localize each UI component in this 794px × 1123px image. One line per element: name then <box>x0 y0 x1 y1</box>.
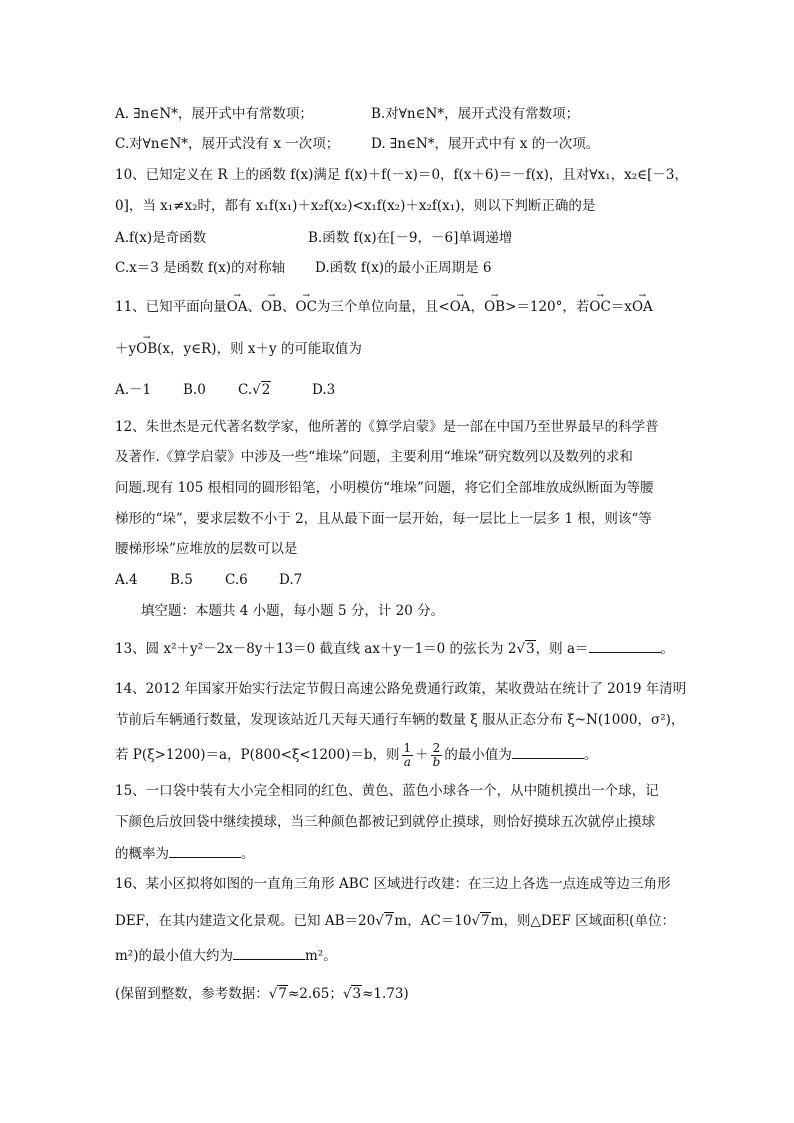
vector-ob: → OB <box>261 297 282 317</box>
q10-line-2: 0]，当 x₁≠x₂时，都有 x₁f(x₁)＋x₂f(x₂)<x₁f(x₂)＋x₂f(x₁)，则以下判断正确的是 <box>115 198 596 214</box>
q12-option-d: D.7 <box>279 572 303 588</box>
fraction: $\frac{2}{b}$ <box>432 741 441 769</box>
vector-oa: → OA <box>450 297 471 317</box>
q11-option-d: D.3 <box>312 382 336 398</box>
q12-line-4: 梯形的“垛”，要求层数不小于 2，且从最下面一层开始，每一层比上一层多 1 根，则该“等 <box>115 511 652 527</box>
sqrt-symbol: √3 <box>516 641 535 657</box>
q9-option-d: D. ∃n∈N*，展开式中有 x 的一次项。 <box>371 136 600 152</box>
q12-option-b: B.5 <box>170 572 193 588</box>
sqrt-symbol: √2 <box>252 382 271 398</box>
q12-option-c: C.6 <box>225 572 248 588</box>
q16-note: (保留到整数，参考数据：√7≈2.65；√3≈1.73) <box>115 986 409 1002</box>
q12-line-1: 12、朱世杰是元代著名数学家，他所著的《算学启蒙》是一部在中国乃至世界最早的科学普 <box>115 419 659 435</box>
vector-oc: → OC <box>296 297 317 317</box>
sqrt-symbol: √7 <box>375 913 394 929</box>
q12-line-5: 腰梯形垛”应堆放的层数可以是 <box>115 541 298 557</box>
sqrt-symbol: √7 <box>268 986 287 1002</box>
vector-oa: → OA <box>227 297 248 317</box>
q11-line-1: 11、已知平面向量→ OA、→ OB、→ OC为三个单位向量，且<→ OA，→ OB>＝120°，若→ OC＝x→ OA <box>115 297 653 317</box>
vector-ob: → OB <box>484 297 505 317</box>
q11-option-c: C.√2 <box>238 382 271 398</box>
q16-line-2: DEF，在其内建造文化景观。已知 AB＝20√7m，AC＝10√7m，则△DEF 区域面积(单位： <box>115 913 675 929</box>
q10-line-1: 10、已知定义在 R 上的函数 f(x)满足 f(x)＋f(－x)＝0，f(x＋6)＝－f(x)，且对∀x₁，x₂∈[－3， <box>115 167 688 183</box>
sqrt-symbol: √3 <box>342 986 362 1002</box>
q15-line-2: 下颜色后放回袋中继续摸球，当三种颜色都被记到就停止摸球，则恰好摸球五次就停止摸球 <box>115 814 655 830</box>
q15-line-1: 15、一口袋中装有大小完全相同的红色、黄色、蓝色小球各一个，从中随机摸出一个球，记 <box>115 783 659 799</box>
q12-line-2: 及著作.《算学启蒙》中涉及一些“堆垛”问题，主要利用“堆垛”研究数列以及数列的求和 <box>115 449 633 465</box>
fraction: $\frac{1}{a}$ <box>403 741 412 769</box>
q9-option-c: C.对∀n∈N*，展开式没有 x 一次项； <box>115 136 340 152</box>
q16-line-3: m²)的最小值大约为 m²。 <box>115 945 337 966</box>
q12-option-a: A.4 <box>115 572 138 588</box>
q10-option-d: D.函数 f(x)的最小正周期是 6 <box>315 260 492 276</box>
q14-line-1: 14、2012 年国家开始实行法定节假日高速公路免费通行政策，某收费站在统计了 2019 年清明 <box>115 681 687 697</box>
q13-line: 13、圆 x²＋y²－2x－8y＋13＝0 截直线 ax＋y－1＝0 的弦长为 2√3，则 a＝ 。 <box>115 638 674 659</box>
answer-blank[interactable] <box>589 638 661 653</box>
q12-line-3: 问题.现有 105 根相同的圆形铅笔，小明模仿“堆垛”问题，将它们全部堆放成纵断面为等腰 <box>115 480 654 496</box>
vector-oc: → OC <box>589 297 610 317</box>
q11-option-a: A.－1 <box>115 382 152 398</box>
q11-line-2: ＋y→ OB(x，y∈R)，则 x＋y 的可能取值为 <box>115 339 362 359</box>
q10-option-c: C.x＝3 是函数 f(x)的对称轴 <box>115 260 286 276</box>
q9-option-b: B.对∀n∈N*，展开式没有常数项； <box>371 106 580 122</box>
q10-option-b: B.函数 f(x)在[－9，－6]单调递增 <box>308 230 513 246</box>
sqrt-symbol: √7 <box>471 913 490 929</box>
answer-blank[interactable] <box>169 843 241 858</box>
q11-option-b: B.0 <box>183 382 206 398</box>
vector-oa: → OA <box>632 297 653 317</box>
answer-blank[interactable] <box>233 945 305 960</box>
q15-line-3: 的概率为 。 <box>115 843 255 864</box>
answer-blank[interactable] <box>512 744 584 759</box>
q10-option-a: A.f(x)是奇函数 <box>115 230 207 246</box>
section-heading: 填空题：本题共 4 小题，每小题 5 分，计 20 分。 <box>141 603 445 619</box>
q14-line-2: 节前后车辆通行数量，发现该站近几天每天通行车辆的数量 ξ 服从正态分布 ξ~N(1000，σ²)， <box>115 712 685 728</box>
q14-line-3: 若 P(ξ>1200)＝a，P(800<ξ<1200)＝b，则 $\frac{1}{a}$ ＋ $\frac{2}{b}$ 的最小值为 。 <box>115 741 598 769</box>
q16-line-1: 16、某小区拟将如图的一直角三角形 ABC 区域进行改建：在三边上各选一点连成等边三角形 <box>115 876 671 892</box>
q9-option-a: A. ∃n∈N*，展开式中有常数项； <box>115 106 313 122</box>
vector-ob: → OB <box>136 339 157 359</box>
